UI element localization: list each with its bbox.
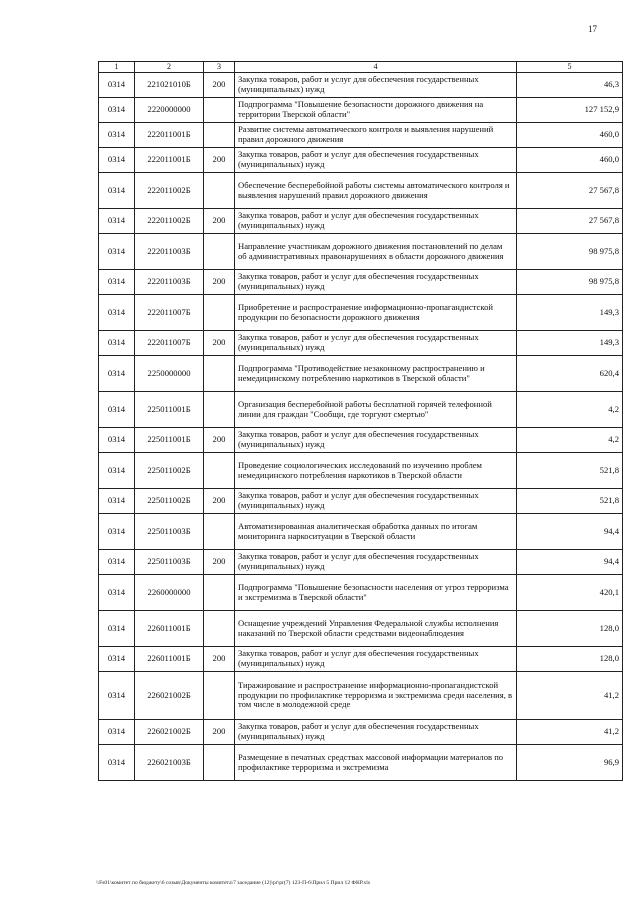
expense-type-cell: [204, 745, 235, 781]
section-cell: 0314: [99, 514, 135, 550]
expense-type-cell: [204, 295, 235, 331]
target-code-cell: 222011001Б: [135, 123, 204, 148]
table-row: [99, 73, 623, 98]
expense-type-cell: [204, 392, 235, 428]
target-code-cell: 225011001Б: [135, 392, 204, 428]
item-name-cell: Закупка товаров, работ и услуг для обеспечения государственных (муниципальных) нужд: [235, 647, 517, 672]
expense-type-cell: 200: [204, 550, 235, 575]
target-code-cell: 226011001Б: [135, 647, 204, 672]
target-code-cell: 222011002Б: [135, 173, 204, 209]
table-row: [99, 173, 623, 209]
amount-cell: 94,4: [517, 550, 623, 575]
section-cell: 0314: [99, 575, 135, 611]
amount-cell: 98 975,8: [517, 234, 623, 270]
expense-type-cell: 200: [204, 428, 235, 453]
table-row: [99, 234, 623, 270]
table-row: [99, 209, 623, 234]
item-name-cell: Обеспечение бесперебойной работы системы автоматического контроля и выявления нарушений правил дорожного движения: [235, 173, 517, 209]
item-name-cell: Подпрограмма "Повышение безопасности дорожного движения на территории Тверской области": [235, 98, 517, 123]
target-code-cell: 222011007Б: [135, 295, 204, 331]
section-cell: 0314: [99, 209, 135, 234]
item-name-cell: Подпрограмма "Противодействие незаконному распространению и немедицинскому потреблению наркотиков в Тверской области": [235, 356, 517, 392]
expense-type-cell: 200: [204, 73, 235, 98]
table-row: [99, 453, 623, 489]
section-cell: 0314: [99, 672, 135, 720]
section-cell: 0314: [99, 234, 135, 270]
section-cell: 0314: [99, 123, 135, 148]
amount-cell: 27 567,8: [517, 173, 623, 209]
target-code-cell: 226021002Б: [135, 720, 204, 745]
amount-cell: 4,2: [517, 392, 623, 428]
expense-type-cell: [204, 514, 235, 550]
target-code-cell: 225011001Б: [135, 428, 204, 453]
amount-cell: 420,1: [517, 575, 623, 611]
section-cell: 0314: [99, 295, 135, 331]
item-name-cell: Тиражирование и распространение информационно-пропагандистской продукции по профилактике терроризма и экстремизма среди населения, в том числе в молодежной среде: [235, 672, 517, 720]
section-cell: 0314: [99, 392, 135, 428]
target-code-cell: 225011003Б: [135, 550, 204, 575]
amount-cell: 27 567,8: [517, 209, 623, 234]
section-cell: 0314: [99, 173, 135, 209]
table-row: [99, 647, 623, 672]
target-code-cell: 226021002Б: [135, 672, 204, 720]
target-code-cell: 222011003Б: [135, 270, 204, 295]
table-row: [99, 428, 623, 453]
amount-cell: 149,3: [517, 295, 623, 331]
item-name-cell: Закупка товаров, работ и услуг для обеспечения государственных (муниципальных) нужд: [235, 73, 517, 98]
amount-cell: 41,2: [517, 672, 623, 720]
expense-type-cell: [204, 575, 235, 611]
target-code-cell: 221021010Б: [135, 73, 204, 98]
table-row: [99, 575, 623, 611]
target-code-cell: 225011002Б: [135, 489, 204, 514]
expense-type-cell: [204, 173, 235, 209]
col-3-header: 3: [204, 62, 235, 73]
section-cell: 0314: [99, 356, 135, 392]
table-row: [99, 745, 623, 781]
expense-type-cell: [204, 453, 235, 489]
table-row: [99, 123, 623, 148]
section-cell: 0314: [99, 550, 135, 575]
table-row: [99, 720, 623, 745]
table-row: [99, 98, 623, 123]
table-row: [99, 331, 623, 356]
target-code-cell: 222011002Б: [135, 209, 204, 234]
expense-type-cell: 200: [204, 270, 235, 295]
section-cell: 0314: [99, 489, 135, 514]
budget-table: [98, 61, 623, 781]
amount-cell: 127 152,9: [517, 98, 623, 123]
amount-cell: 94,4: [517, 514, 623, 550]
section-cell: 0314: [99, 647, 135, 672]
table-row: [99, 392, 623, 428]
col-5-header: 5: [517, 62, 623, 73]
item-name-cell: Закупка товаров, работ и услуг для обеспечения государственных (муниципальных) нужд: [235, 270, 517, 295]
col-2-header: 2: [135, 62, 204, 73]
col-4-header: 4: [235, 62, 517, 73]
expense-type-cell: 200: [204, 209, 235, 234]
expense-type-cell: 200: [204, 720, 235, 745]
amount-cell: 128,0: [517, 611, 623, 647]
expense-type-cell: [204, 611, 235, 647]
amount-cell: 460,0: [517, 123, 623, 148]
table-row: [99, 270, 623, 295]
amount-cell: 98 975,8: [517, 270, 623, 295]
item-name-cell: Автоматизированная аналитическая обработка данных по итогам мониторинга наркоситуации в Тверской области: [235, 514, 517, 550]
section-cell: 0314: [99, 453, 135, 489]
target-code-cell: 226021003Б: [135, 745, 204, 781]
table-row: [99, 489, 623, 514]
amount-cell: 4,2: [517, 428, 623, 453]
col-1-header: 1: [99, 62, 135, 73]
expense-type-cell: [204, 234, 235, 270]
page-number: 17: [588, 24, 597, 34]
amount-cell: 46,3: [517, 73, 623, 98]
amount-cell: 41,2: [517, 720, 623, 745]
item-name-cell: Закупка товаров, работ и услуг для обеспечения государственных (муниципальных) нужд: [235, 148, 517, 173]
target-code-cell: 226011001Б: [135, 611, 204, 647]
item-name-cell: Развитие системы автоматического контроля и выявления нарушений правил дорожного движения: [235, 123, 517, 148]
table-row: [99, 672, 623, 720]
table-row: [99, 514, 623, 550]
section-cell: 0314: [99, 148, 135, 173]
item-name-cell: Закупка товаров, работ и услуг для обеспечения государственных (муниципальных) нужд: [235, 209, 517, 234]
amount-cell: 128,0: [517, 647, 623, 672]
target-code-cell: 2260000000: [135, 575, 204, 611]
expense-type-cell: 200: [204, 331, 235, 356]
amount-cell: 460,0: [517, 148, 623, 173]
column-number-header: [99, 62, 623, 73]
table-row: [99, 550, 623, 575]
item-name-cell: Организация бесперебойной работы бесплатной горячей телефонной линии для граждан "Сообщи, где торгуют смертью": [235, 392, 517, 428]
amount-cell: 521,8: [517, 453, 623, 489]
expense-type-cell: [204, 123, 235, 148]
section-cell: 0314: [99, 611, 135, 647]
amount-cell: 521,8: [517, 489, 623, 514]
table-row: [99, 295, 623, 331]
target-code-cell: 222011001Б: [135, 148, 204, 173]
expense-type-cell: 200: [204, 489, 235, 514]
amount-cell: 149,3: [517, 331, 623, 356]
budget-table-body: [99, 62, 623, 781]
item-name-cell: Закупка товаров, работ и услуг для обеспечения государственных (муниципальных) нужд: [235, 550, 517, 575]
item-name-cell: Закупка товаров, работ и услуг для обеспечения государственных (муниципальных) нужд: [235, 489, 517, 514]
target-code-cell: 225011002Б: [135, 453, 204, 489]
expense-type-cell: [204, 356, 235, 392]
item-name-cell: Закупка товаров, работ и услуг для обеспечения государственных (муниципальных) нужд: [235, 331, 517, 356]
table-row: [99, 356, 623, 392]
table-row: [99, 148, 623, 173]
item-name-cell: Проведение социологических исследований по изучению проблем немедицинского потребления наркотиков в Тверской области: [235, 453, 517, 489]
section-cell: 0314: [99, 98, 135, 123]
target-code-cell: 2250000000: [135, 356, 204, 392]
amount-cell: 96,9: [517, 745, 623, 781]
item-name-cell: Закупка товаров, работ и услуг для обеспечения государственных (муниципальных) нужд: [235, 428, 517, 453]
section-cell: 0314: [99, 73, 135, 98]
item-name-cell: Приобретение и распространение информационно-пропагандистской продукции по безопасности дорожного движения: [235, 295, 517, 331]
section-cell: 0314: [99, 428, 135, 453]
section-cell: 0314: [99, 745, 135, 781]
item-name-cell: Оснащение учреждений Управления Федеральной службы исполнения наказаний по Тверской области средствами видеонаблюдения: [235, 611, 517, 647]
item-name-cell: Подпрограмма "Повышение безопасности населения от угроз терроризма и экстремизма в Тверской области": [235, 575, 517, 611]
section-cell: 0314: [99, 270, 135, 295]
file-path-footer: \\Fs01\комитет по бюджету\6 созыв\Документы комитета\7 заседание (12)\pr\pr(7) 123-П-6\Прил 5 Прил 12 ФКР.xls: [96, 880, 371, 886]
expense-type-cell: [204, 672, 235, 720]
table-row: [99, 611, 623, 647]
target-code-cell: 222011007Б: [135, 331, 204, 356]
amount-cell: 620,4: [517, 356, 623, 392]
item-name-cell: Направление участникам дорожного движения постановлений по делам об административных правонарушениях в области дорожного движения: [235, 234, 517, 270]
expense-type-cell: [204, 98, 235, 123]
target-code-cell: 225011003Б: [135, 514, 204, 550]
section-cell: 0314: [99, 720, 135, 745]
expense-type-cell: 200: [204, 647, 235, 672]
target-code-cell: 2220000000: [135, 98, 204, 123]
expense-type-cell: 200: [204, 148, 235, 173]
target-code-cell: 222011003Б: [135, 234, 204, 270]
item-name-cell: Закупка товаров, работ и услуг для обеспечения государственных (муниципальных) нужд: [235, 720, 517, 745]
section-cell: 0314: [99, 331, 135, 356]
item-name-cell: Размещение в печатных средствах массовой информации материалов по профилактике терроризма и экстремизма: [235, 745, 517, 781]
